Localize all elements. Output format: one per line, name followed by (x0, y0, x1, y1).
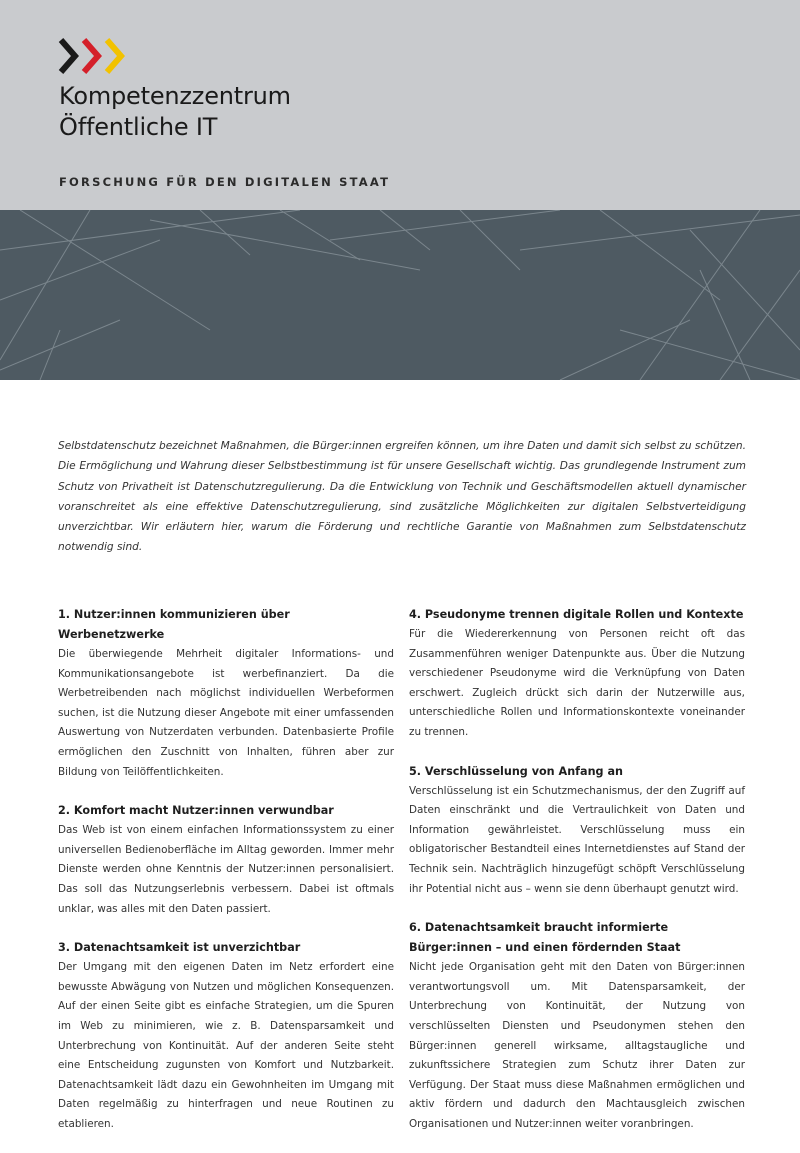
section-1 (58, 605, 394, 782)
organization-name (59, 81, 291, 143)
section-heading: 6. Datenachtsamkeit braucht informierte Bürger:innen – und einen fördernden Staat (409, 921, 681, 955)
banner-line-pattern (0, 210, 800, 380)
section-body: Der Umgang mit den eigenen Daten im Netz erfordert eine bewusste Abwägung von Nutzen und möglichen Konsequenzen. Auf der einen Seite gibt es einfache Strategien, um die Spuren im Web zu minimieren, wie z. B. Datensparsamkeit und Unterbrechung von Kontinuität. Auf der anderen Seite steht eine Entscheidung zugunsten von Komfort und Nutzbarkeit. Datenachtsamkeit lädt dazu ein Gewohnheiten im Umgang mit Daten regelmäßig zu hinterfragen und neue Routinen zu etablieren. (58, 961, 394, 1130)
right-column (409, 605, 745, 1153)
section-2 (58, 801, 394, 919)
logo-chevron-black (61, 40, 75, 72)
section-heading: 5. Verschlüsselung von Anfang an (409, 764, 623, 778)
section-body: Die überwiegende Mehrheit digitaler Informations- und Kommunikationsangebote ist werbefinanziert. Da die Werbetreibenden nach möglichst individuellen Werbeformen suchen, ist die Nutzung dieser Angebote mit einer umfassenden Auswertung von Nutzerdaten verbunden. Datenbasierte Profile ermöglichen den Zuschnitt von Inhalten, führen aber zur Bildung von Teilöffentlichkeiten. (58, 648, 394, 778)
section-body: Nicht jede Organisation geht mit den Daten von Bürger:innen verantwortungsvoll um. Mit Datensparsamkeit, der Unterbrechung von Kontinuität, der Nutzung von verschlüsselten Diensten und Pseudonymen stehen den Bürger:innen generell wirksame, alltagstaugliche und zukunftssichere Strategien zum Schutz ihrer Daten zur Verfügung. Der Staat muss diese Maßnahmen ermöglichen und aktiv fördern und dadurch den Machtausgleich zwischen Organisationen und Nutzer:innen weiter voranbringen. (409, 961, 745, 1130)
logo-chevron-red (84, 40, 98, 72)
section-4 (409, 605, 745, 743)
organization-name-line2: Öffentliche IT (59, 113, 218, 141)
logo-chevron-gold (107, 40, 121, 72)
organization-name-line1: Kompetenzzentrum (59, 82, 291, 110)
section-body: Das Web ist von einem einfachen Informationssystem zu einer universellen Bedienoberfläche im Alltag geworden. Immer mehr Dienste werden ohne Kenntnis der Nutzer:innen personalisiert. Das soll das Nutzungserlebnis verbessern. Dabei ist oftmals unklar, was alles mit den Daten passiert. (58, 824, 394, 915)
left-column (58, 605, 394, 1153)
intro-paragraph: Selbstdatenschutz bezeichnet Maßnahmen, die Bürger:innen ergreifen können, um ihre Daten und damit sich selbst zu schützen. Die Ermöglichung und Wahrung dieser Selbstbestimmung ist für unsere Gesellschaft wichtig. Das grundlegende Instrument zum Schutz von Privatheit ist Datenschutzregulierung. Da die Entwicklung von Technik und Geschäftsmodellen aktuell dynamischer voranschreitet als eine effektive Datenschutzregulierung, sind zusätzliche Möglichkeiten zur digitalen Selbstverteidigung unverzichtbar. Wir erläutern hier, warum die Förderung und rechtliche Garantie von Maßnahmen zum Selbstdatenschutz notwendig sind. (58, 440, 746, 554)
tagline: FORSCHUNG FÜR DEN DIGITALEN STAAT (59, 175, 391, 189)
section-3 (58, 938, 394, 1134)
section-6 (409, 918, 745, 1134)
section-heading: 4. Pseudonyme trennen digitale Rollen und Kontexte (409, 608, 744, 621)
section-heading: 2. Komfort macht Nutzer:innen verwundbar (58, 804, 334, 818)
section-body: Für die Wiedererkennung von Personen reicht oft das Zusammenführen weniger Datenpunkte aus. Über die Nutzung verschiedener Pseudonyme wird die Verknüpfung von Daten erschwert. Zugleich drückt sich darin der Nutzerwille aus, unterschiedliche Rollen und Informationskontexte voneinander zu trennen. (409, 628, 745, 738)
section-heading: 3. Datenachtsamkeit ist unverzichtbar (58, 941, 301, 955)
section-heading: 1. Nutzer:innen kommunizieren über Werbenetzwerke (58, 608, 290, 641)
section-body: Verschlüsselung ist ein Schutzmechanismus, der den Zugriff auf Daten einschränkt und die Vertraulichkeit von Daten und Information gewährleistet. Verschlüsselung muss ein obligatorischer Bestandteil eines Internetdienstes auf Stand der Technik sein. Nachträglich hinzugefügt schöpft Verschlüsselung ihr Potential nicht aus – wenn sie denn überhaupt genutzt wird. (409, 784, 745, 895)
header (0, 0, 800, 210)
title-banner (0, 210, 800, 380)
section-5 (409, 762, 745, 900)
logo-chevrons-icon (58, 37, 134, 75)
